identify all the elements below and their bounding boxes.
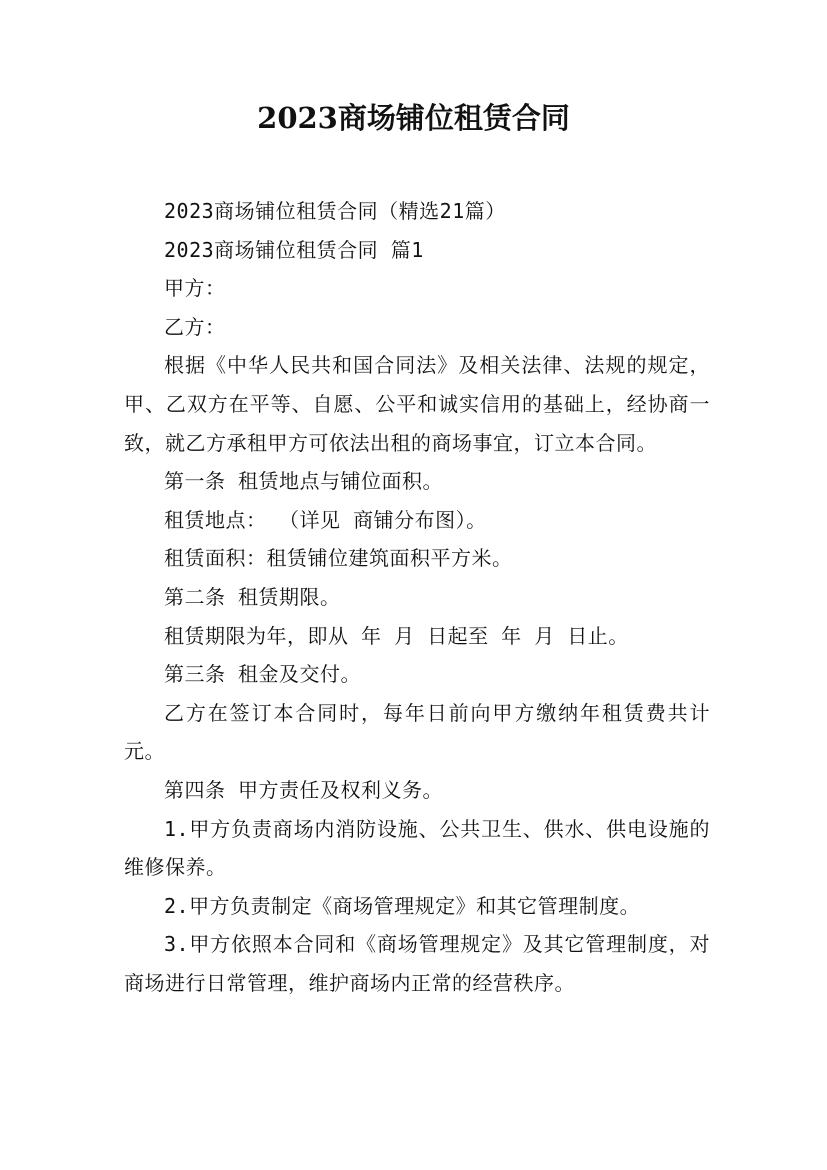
paragraph-preamble: 根据《中华人民共和国合同法》及相关法律、法规的规定，甲、乙双方在平等、自愿、公平和诚实信用的基础上，经协商一致，就乙方承租甲方可依法出租的商场事宜，订立本合同。 — [124, 353, 710, 455]
paragraph-article-3: 第三条 租金及交付。 — [164, 662, 362, 687]
paragraph-section-heading: 2023商场铺位租赁合同 篇1 — [164, 237, 424, 262]
paragraph-lease-term: 租赁期限为年，即从 年 月 日起至 年 月 日止。 — [164, 623, 629, 648]
paragraph-rent-payment: 乙方在签订本合同时，每年日前向甲方缴纳年租赁费共计 元。 — [124, 700, 710, 764]
paragraph-party-a: 甲方： — [164, 276, 226, 301]
paragraph-article-2: 第二条 租赁期限。 — [164, 584, 341, 609]
paragraph-article-4: 第四条 甲方责任及权利义务。 — [164, 777, 444, 802]
paragraph-lease-location: 租赁地点： （详见 商铺分布图）。 — [164, 507, 487, 532]
paragraph-clause-1: 1.甲方负责商场内消防设施、公共卫生、供水、供电设施的维修保养。 — [124, 816, 710, 880]
paragraph-clause-3: 3.甲方依照本合同和《商场管理规定》及其它管理制度，对商场进行日常管理，维护商场内正常的经营秩序。 — [124, 932, 710, 995]
document-title: 2023商场铺位租赁合同 — [257, 101, 570, 135]
paragraph-subtitle: 2023商场铺位租赁合同（精选21篇） — [164, 199, 506, 223]
document-body — [124, 192, 710, 1002]
paragraph-lease-area: 租赁面积：租赁铺位建筑面积平方米。 — [164, 546, 513, 571]
paragraph-clause-2: 2.甲方负责制定《商场管理规定》和其它管理制度。 — [164, 893, 641, 918]
paragraph-article-1: 第一条 租赁地点与铺位面积。 — [164, 469, 444, 494]
paragraph-party-b: 乙方： — [164, 314, 226, 339]
